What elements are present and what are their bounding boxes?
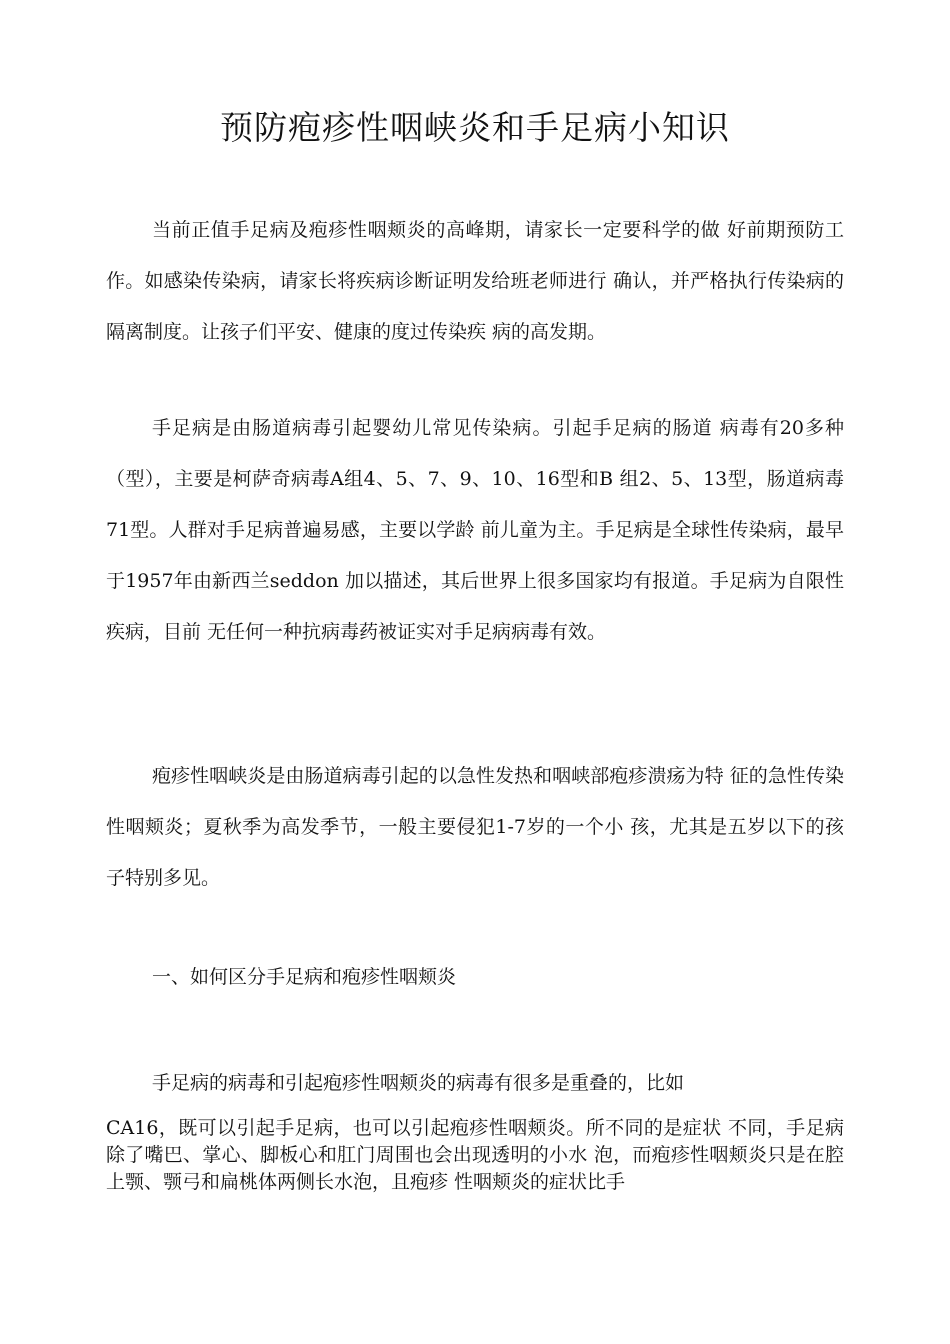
section-heading: 一、如何区分手足病和疱疹性咽颊炎 [152,966,457,988]
document-title: 预防疱疹性咽峡炎和手足病小知识 [220,108,730,147]
paragraph-epidemic-notice: 当前正值手足病及疱疹性咽颊炎的高峰期，请家长一定要科学的做 好前期预防工作。如感染传染病，请家长将疾病诊断证明发给班老师进行 确认，并严格执行传染病的隔离制度。让孩子们平安、健康的度过传染疾 病的高发期。 [106,219,844,343]
paragraph-hand-foot-disease: 手足病是由肠道病毒引起婴幼儿常见传染病。引起手足病的肠道 病毒有20多种（型），主要是柯萨奇病毒A组4、5、7、9、10、16型和B 组2、5、13型，肠道病毒71型。人群对手足病普遍易感，主要以学龄 前儿童为主。手足病是全球性传染病，最早于1957年由新西兰seddon 加以描述，其后世界上很多国家均有报道。手足病为自限性疾病，目前 无任何一种抗病毒药被证实对手足病病毒有效。 [106,417,844,643]
section-paragraph-continuation: CA16，既可以引起手足病，也可以引起疱疹性咽颊炎。所不同的是症状 不同，手足病除了嘴巴、掌心、脚板心和肛门周围也会出现透明的小水 泡，而疱疹性咽颊炎只是在腔上颚、颚弓和扁桃体两侧长水泡，且疱疹 性咽颊炎的症状比手 [106,1117,844,1193]
section-paragraph-first-line: 手足病的病毒和引起疱疹性咽颊炎的病毒有很多是重叠的，比如 [152,1072,685,1094]
paragraph-herpangina: 疱疹性咽峡炎是由肠道病毒引起的以急性发热和咽峡部疱疹溃疡为特 征的急性传染性咽颊炎；夏秋季为高发季节，一般主要侵犯1-7岁的一个小 孩，尤其是五岁以下的孩子特别多见。 [106,765,844,889]
